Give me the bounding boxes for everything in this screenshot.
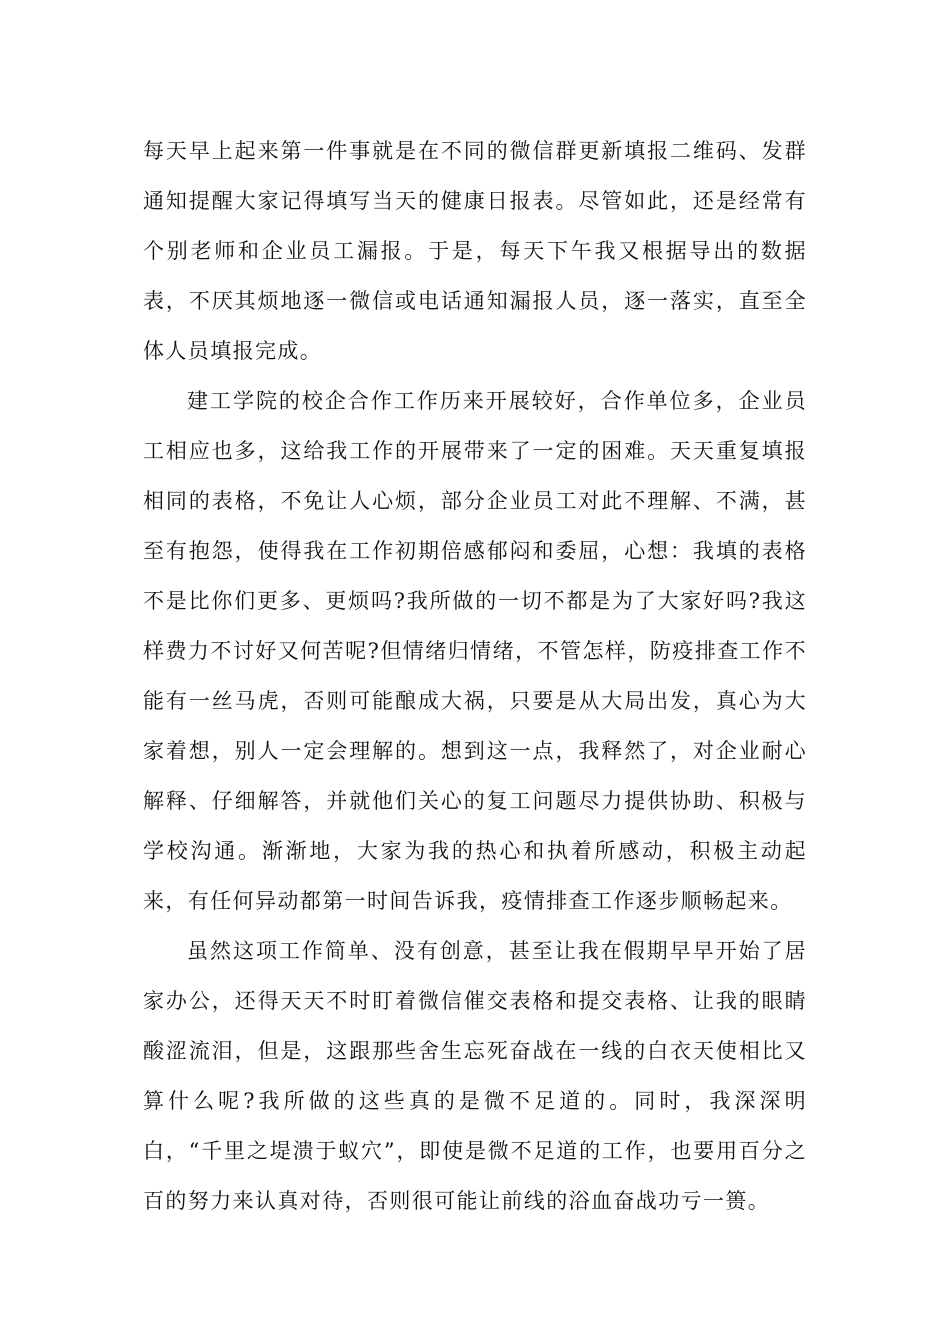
- paragraph-2: 建工学院的校企合作工作历来开展较好，合作单位多，企业员工相应也多，这给我工作的开展带来了一定的困难。天天重复填报相同的表格，不免让人心烦，部分企业员工对此不理解、不满，甚至有抱怨，使得我在工作初期倍感郁闷和委屈，心想：我填的表格不是比你们更多、更烦吗?我所做的一切不都是为了大家好吗?我这样费力不讨好又何苦呢?但情绪归情绪，不管怎样，防疫排查工作不能有一丝马虎，否则可能酿成大祸，只要是从大局出发，真心为大家着想，别人一定会理解的。想到这一点，我释然了，对企业耐心解释、仔细解答，并就他们关心的复工问题尽力提供协助、积极与学校沟通。渐渐地，大家为我的热心和执着所感动，积极主动起来，有任何异动都第一时间告诉我，疫情排查工作逐步顺畅起来。: [143, 389, 807, 913]
- paragraph-1: 每天早上起来第一件事就是在不同的微信群更新填报二维码、发群通知提醒大家记得填写当天的健康日报表。尽管如此，还是经常有个别老师和企业员工漏报。于是，每天下午我又根据导出的数据表，不厌其烦地逐一微信或电话通知漏报人员，逐一落实，直至全体人员填报完成。: [143, 139, 807, 363]
- paragraph-3: 虽然这项工作简单、没有创意，甚至让我在假期早早开始了居家办公，还得天天不时盯着微信催交表格和提交表格、让我的眼睛酸涩流泪，但是，这跟那些舍生忘死奋战在一线的白衣天使相比又算什么呢?我所做的这些真的是微不足道的。同时，我深深明白，“千里之堤溃于蚁穴”，即使是微不足道的工作，也要用百分之百的努力来认真对待，否则很可能让前线的浴血奋战功亏一篑。: [143, 939, 807, 1213]
- document-body: [143, 126, 807, 1226]
